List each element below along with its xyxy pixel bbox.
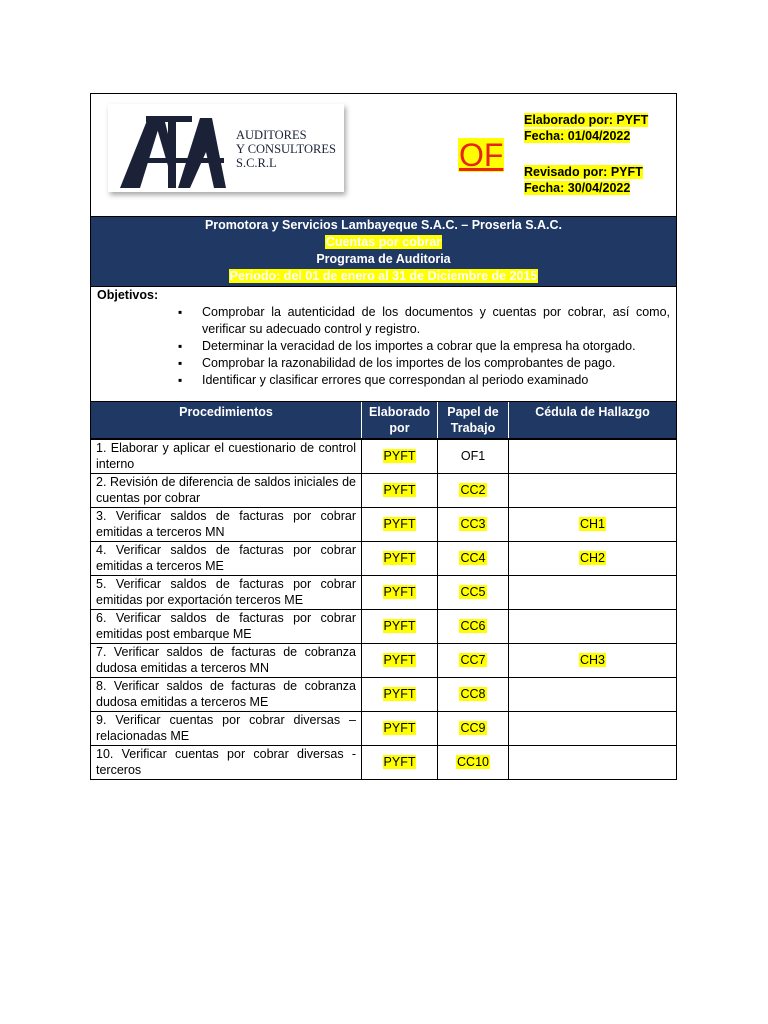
papel-de-trabajo-value: CC6 — [460, 619, 486, 633]
period-title: Periodo: del 01 de enero al 31 de Diciembre de 2015 — [229, 269, 538, 283]
table-row — [91, 643, 676, 677]
elaborado-por-cell — [362, 711, 438, 745]
header-cedula-de-hallazgo: Cédula de Hallazgo — [509, 402, 677, 439]
procedure-cell: 2. Revisión de diferencia de saldos iniciales de cuentas por cobrar — [91, 473, 362, 507]
procedure-cell: 5. Verificar saldos de facturas por cobrar emitidas por exportación terceros ME — [91, 575, 362, 609]
papel-de-trabajo-cell — [438, 575, 509, 609]
logo-line-3: S.C.R.L — [236, 156, 277, 170]
objectives-section — [91, 287, 676, 402]
logo-text — [236, 128, 346, 170]
objective-item: ▪ Comprobar la razonabilidad de los importes de los comprobantes de pago. — [202, 355, 670, 372]
papel-de-trabajo-value: CC2 — [460, 483, 486, 497]
logo-line-2: Y CONSULTORES — [236, 142, 336, 156]
procedures-table — [91, 402, 676, 779]
document-meta — [524, 112, 648, 196]
elaborado-por-value: PYFT — [383, 517, 416, 531]
table-row — [91, 711, 676, 745]
cedula-de-hallazgo-value: CH3 — [579, 653, 605, 667]
papel-de-trabajo-cell — [438, 507, 509, 541]
objectives-list — [97, 304, 670, 389]
cedula-de-hallazgo-cell — [509, 439, 677, 473]
procedure-cell: 9. Verificar cuentas por cobrar diversas – relacionadas ME — [91, 711, 362, 745]
of-mark: OF — [459, 137, 504, 173]
table-row — [91, 473, 676, 507]
audit-program-document — [90, 93, 677, 780]
elaborado-por-value: PYFT — [383, 483, 416, 497]
document-header — [91, 94, 676, 217]
company-logo — [108, 104, 344, 192]
elaborado-por-cell — [362, 541, 438, 575]
title-band — [91, 217, 676, 287]
elaborado-por-value: PYFT — [383, 619, 416, 633]
elaborado-por-value: PYFT — [383, 653, 416, 667]
table-header-row — [91, 402, 676, 439]
table-row — [91, 575, 676, 609]
program-title: Programa de Auditoria — [316, 252, 451, 266]
elaborado-por-value: PYFT — [383, 449, 416, 464]
objective-item: ▪ Comprobar la autenticidad de los documentos y cuentas por cobrar, así como, verificar su adecuado control y registro. — [202, 304, 670, 338]
elaborado-por-cell — [362, 677, 438, 711]
prepared-by: Elaborado por: PYFT — [524, 113, 649, 127]
reviewed-date: Fecha: 30/04/2022 — [524, 181, 631, 195]
papel-de-trabajo-cell — [438, 711, 509, 745]
elaborado-por-value: PYFT — [383, 585, 416, 599]
cedula-de-hallazgo-cell — [509, 643, 677, 677]
area-title: Cuentas por cobrar — [325, 235, 442, 249]
afa-logo-icon — [118, 112, 228, 190]
cedula-de-hallazgo-cell — [509, 711, 677, 745]
procedure-cell: 8. Verificar saldos de facturas de cobranza dudosa emitidas a terceros ME — [91, 677, 362, 711]
logo-line-1: AUDITORES — [236, 128, 307, 142]
papel-de-trabajo-value: CC9 — [460, 721, 486, 735]
elaborado-por-cell — [362, 643, 438, 677]
cedula-de-hallazgo-cell — [509, 575, 677, 609]
cedula-de-hallazgo-cell — [509, 677, 677, 711]
papel-de-trabajo-value: CC4 — [460, 551, 486, 565]
table-row — [91, 507, 676, 541]
elaborado-por-value: PYFT — [383, 551, 416, 565]
objectives-title: Objetivos: — [97, 288, 159, 302]
papel-de-trabajo-cell — [438, 745, 509, 779]
elaborado-por-cell — [362, 745, 438, 779]
papel-de-trabajo-cell — [438, 473, 509, 507]
company-name: Promotora y Servicios Lambayeque S.A.C. – Proserla S.A.C. — [204, 218, 563, 232]
elaborado-por-cell — [362, 473, 438, 507]
header-papel-de-trabajo: Papel de Trabajo — [438, 402, 509, 439]
papel-de-trabajo-value: CC3 — [460, 517, 486, 531]
procedure-cell: 4. Verificar saldos de facturas por cobrar emitidas a terceros ME — [91, 541, 362, 575]
elaborado-por-cell — [362, 575, 438, 609]
table-row — [91, 541, 676, 575]
table-row — [91, 745, 676, 779]
cedula-de-hallazgo-value: CH1 — [579, 517, 605, 531]
cedula-de-hallazgo-cell — [509, 541, 677, 575]
reviewed-by: Revisado por: PYFT — [524, 165, 643, 179]
cedula-de-hallazgo-value: CH2 — [579, 551, 605, 565]
elaborado-por-value: PYFT — [383, 755, 416, 770]
procedure-cell: 7. Verificar saldos de facturas de cobranza dudosa emitidas a terceros MN — [91, 643, 362, 677]
papel-de-trabajo-value: OF1 — [460, 449, 486, 464]
elaborado-por-cell — [362, 439, 438, 473]
papel-de-trabajo-cell — [438, 439, 509, 473]
prepared-date: Fecha: 01/04/2022 — [524, 129, 631, 143]
cedula-de-hallazgo-cell — [509, 745, 677, 779]
elaborado-por-cell — [362, 507, 438, 541]
elaborado-por-value: PYFT — [383, 687, 416, 701]
elaborado-por-value: PYFT — [383, 721, 416, 735]
procedure-cell: 3. Verificar saldos de facturas por cobrar emitidas a terceros MN — [91, 507, 362, 541]
papel-de-trabajo-value: CC7 — [460, 653, 486, 667]
cedula-de-hallazgo-cell — [509, 507, 677, 541]
papel-de-trabajo-cell — [438, 643, 509, 677]
procedure-cell: 1. Elaborar y aplicar el cuestionario de control interno — [91, 439, 362, 473]
papel-de-trabajo-cell — [438, 609, 509, 643]
cedula-de-hallazgo-cell — [509, 473, 677, 507]
papel-de-trabajo-value: CC5 — [460, 585, 486, 599]
table-row — [91, 439, 676, 473]
table-row — [91, 609, 676, 643]
header-procedimientos: Procedimientos — [91, 402, 362, 439]
papel-de-trabajo-value: CC10 — [457, 755, 489, 770]
papel-de-trabajo-cell — [438, 541, 509, 575]
objective-item: ▪ Identificar y clasificar errores que correspondan al periodo examinado — [202, 372, 670, 389]
papel-de-trabajo-value: CC8 — [460, 687, 486, 701]
objective-item: ▪ Determinar la veracidad de los importes a cobrar que la empresa ha otorgado. — [202, 338, 670, 355]
cedula-de-hallazgo-cell — [509, 609, 677, 643]
header-elaborado-por: Elaborado por — [362, 402, 438, 439]
procedure-cell: 10. Verificar cuentas por cobrar diversas - terceros — [91, 745, 362, 779]
table-row — [91, 677, 676, 711]
procedure-cell: 6. Verificar saldos de facturas por cobrar emitidas post embarque ME — [91, 609, 362, 643]
papel-de-trabajo-cell — [438, 677, 509, 711]
elaborado-por-cell — [362, 609, 438, 643]
